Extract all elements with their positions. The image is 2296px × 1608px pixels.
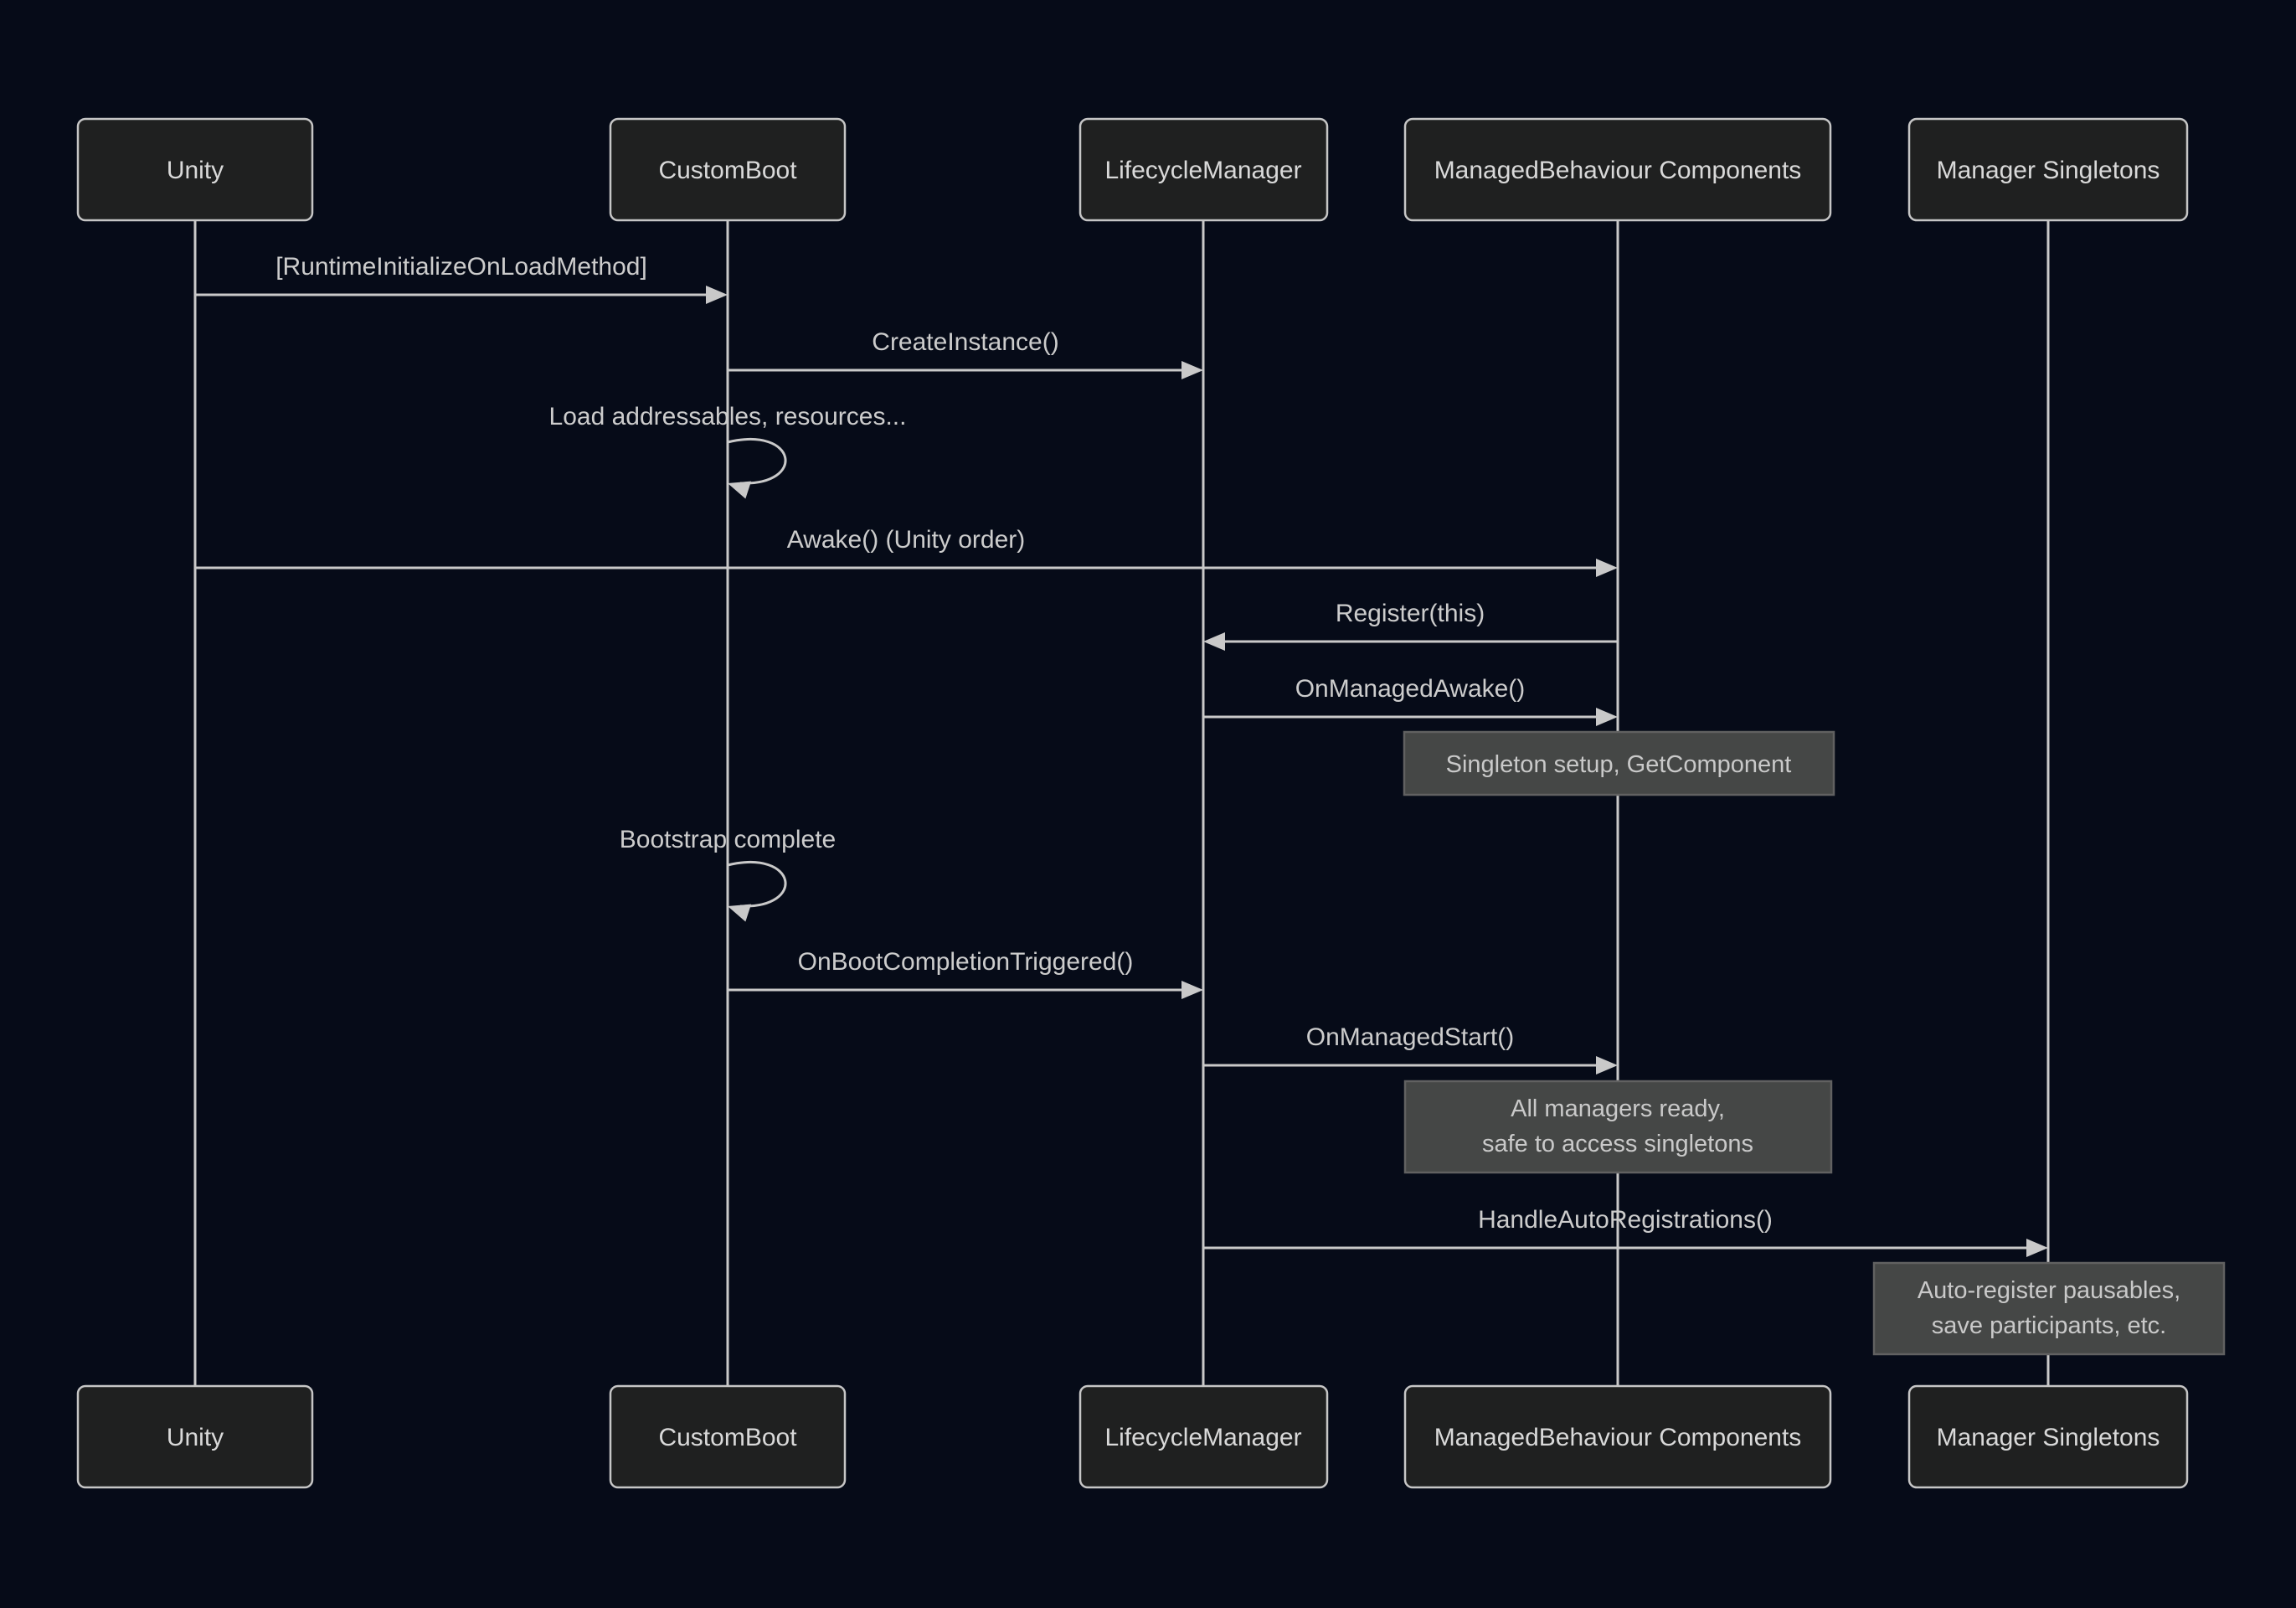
message-label: Bootstrap complete xyxy=(619,826,837,853)
actor-label: ManagedBehaviour Components xyxy=(1434,1424,1802,1451)
actor-label: Unity xyxy=(166,157,224,184)
actor-label: ManagedBehaviour Components xyxy=(1434,157,1802,184)
actor-label: CustomBoot xyxy=(658,1424,797,1451)
actor-label: Manager Singletons xyxy=(1936,1424,2160,1451)
message-label: Awake() (Unity order) xyxy=(786,526,1026,554)
message-label: Register(this) xyxy=(1335,600,1485,627)
note-text-line2: save participants, etc. xyxy=(1931,1312,2167,1339)
self-loop-curve xyxy=(728,439,785,483)
actor-top-manager-singletons xyxy=(1909,119,2187,220)
note-text: Singleton setup, GetComponent xyxy=(1445,751,1792,778)
actor-top-customboot xyxy=(610,119,845,220)
note-text-line2: safe to access singletons xyxy=(1481,1131,1754,1157)
arrowhead-icon xyxy=(2026,1239,2048,1257)
note-singleton-setup xyxy=(1404,732,1834,795)
actor-bottom-customboot xyxy=(610,1386,845,1487)
actor-top-managedbehaviour-components xyxy=(1405,119,1830,220)
message-create-instance xyxy=(728,328,1203,379)
message-label: OnManagedAwake() xyxy=(1295,675,1526,703)
message-on-managed-start xyxy=(1203,1023,1618,1075)
message-on-boot-completion-triggered xyxy=(728,948,1203,999)
arrowhead-icon xyxy=(706,286,728,304)
actor-top-unity xyxy=(78,119,312,220)
message-on-managed-awake xyxy=(1203,675,1618,726)
actor-label: LifecycleManager xyxy=(1104,157,1302,184)
message-label: HandleAutoRegistrations() xyxy=(1478,1206,1773,1234)
arrowhead-icon xyxy=(1203,632,1225,651)
self-loop-curve xyxy=(728,862,785,906)
actor-top-lifecyclemanager xyxy=(1080,119,1327,220)
arrowhead-icon xyxy=(1181,981,1203,999)
note-auto-register xyxy=(1874,1263,2224,1354)
message-register-this xyxy=(1203,600,1618,651)
arrowhead-icon xyxy=(1181,361,1203,379)
note-all-managers-ready xyxy=(1405,1081,1831,1172)
actor-bottom-lifecyclemanager xyxy=(1080,1386,1327,1487)
actor-bottom-manager-singletons xyxy=(1909,1386,2187,1487)
note-text-line1: All managers ready, xyxy=(1511,1095,1725,1122)
message-handle-auto-registrations xyxy=(1203,1206,2048,1257)
note-text-line1: Auto-register pausables, xyxy=(1917,1277,2181,1304)
message-label: OnBootCompletionTriggered() xyxy=(797,948,1134,976)
message-awake xyxy=(195,526,1618,577)
arrowhead-icon xyxy=(1596,559,1618,577)
message-label: [RuntimeInitializeOnLoadMethod] xyxy=(275,253,647,281)
actor-label: LifecycleManager xyxy=(1104,1424,1302,1451)
arrowhead-icon xyxy=(1596,1056,1618,1075)
actor-bottom-managedbehaviour-components xyxy=(1405,1386,1830,1487)
arrowhead-icon xyxy=(1596,708,1618,726)
message-label: Load addressables, resources... xyxy=(548,403,907,430)
actor-label: Manager Singletons xyxy=(1936,157,2160,184)
actor-label: Unity xyxy=(166,1424,224,1451)
message-runtime-initialize xyxy=(195,253,728,304)
message-label: CreateInstance() xyxy=(872,328,1059,356)
message-label: OnManagedStart() xyxy=(1305,1023,1515,1051)
actor-label: CustomBoot xyxy=(658,157,797,184)
actor-bottom-unity xyxy=(78,1386,312,1487)
